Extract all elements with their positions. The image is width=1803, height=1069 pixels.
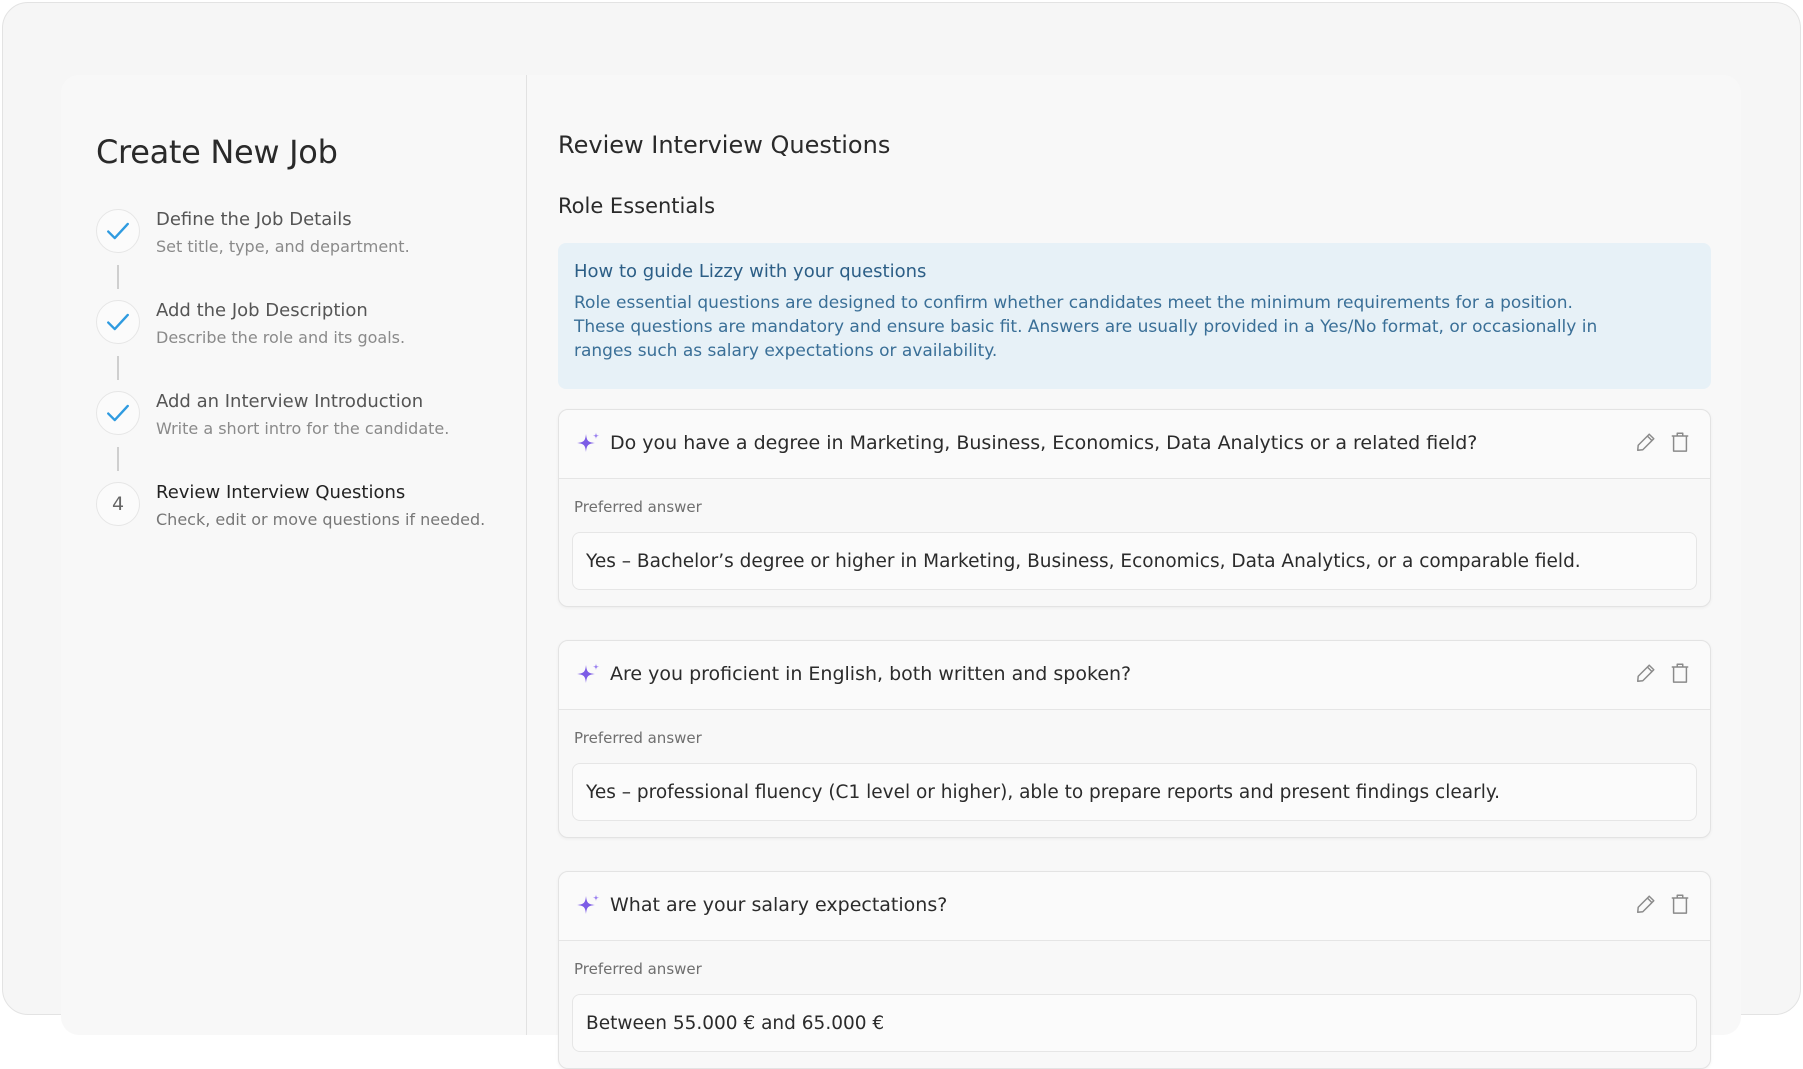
preferred-answer-field[interactable]: Yes – Bachelor’s degree or higher in Marketing, Business, Economics, Data Analytics, or a comparable field. [572,532,1697,590]
preferred-answer-field[interactable]: Yes – professional fluency (C1 level or higher), able to prepare reports and present findings clearly. [572,763,1697,821]
trash-icon [1669,892,1691,916]
delete-question-button[interactable] [1668,891,1692,917]
step-status [96,482,140,526]
edit-question-button[interactable] [1634,660,1658,686]
main-title: Review Interview Questions [558,131,891,159]
question-header [559,641,1710,710]
question-text: Are you proficient in English, both written and spoken? [610,663,1132,685]
step-status [96,391,140,435]
question-card [558,871,1711,1069]
step-connector [117,265,119,289]
question-text: Do you have a degree in Marketing, Business, Economics, Data Analytics or a related field? [610,432,1478,454]
step-title: Add the Job Description [156,300,368,321]
page-title: Create New Job [96,133,338,171]
question-actions [1634,891,1692,917]
preferred-answer-label: Preferred answer [574,498,702,516]
step-status [96,209,140,253]
step-status [96,300,140,344]
trash-icon [1669,430,1691,454]
question-card [558,409,1711,607]
preferred-answer-label: Preferred answer [574,960,702,978]
pencil-icon [1635,430,1657,454]
trash-icon [1669,661,1691,685]
edit-question-button[interactable] [1634,429,1658,455]
sparkle-icon [574,662,602,690]
question-actions [1634,429,1692,455]
check-icon [105,400,131,426]
check-icon [105,309,131,335]
app-window [2,2,1801,1034]
question-text: What are your salary expectations? [610,894,948,916]
step-title: Define the Job Details [156,209,352,230]
check-icon [105,218,131,244]
step-title: Review Interview Questions [156,482,406,503]
pencil-icon [1635,661,1657,685]
sparkle-icon [574,893,602,921]
step-subtitle: Check, edit or move questions if needed. [156,510,486,529]
preferred-answer-field[interactable]: Between 55.000 € and 65.000 € [572,994,1697,1052]
guide-info-box [558,243,1711,389]
pencil-icon [1635,892,1657,916]
step-subtitle: Describe the role and its goals. [156,328,406,347]
question-header [559,872,1710,941]
delete-question-button[interactable] [1668,429,1692,455]
question-header [559,410,1710,479]
step-connector [117,356,119,380]
sidebar [61,75,527,1035]
step-number: 4 [111,493,125,515]
preferred-answer-label: Preferred answer [574,729,702,747]
guide-title: How to guide Lizzy with your questions [574,261,927,282]
create-job-panel [61,75,1741,1035]
edit-question-button[interactable] [1634,891,1658,917]
sparkle-icon [574,431,602,459]
question-card [558,640,1711,838]
question-actions [1634,660,1692,686]
step-connector [117,447,119,471]
step-subtitle: Set title, type, and department. [156,237,410,256]
step-subtitle: Write a short intro for the candidate. [156,419,450,438]
delete-question-button[interactable] [1668,660,1692,686]
section-title: Role Essentials [558,194,716,218]
guide-text: Role essential questions are designed to confirm whether candidates meet the minimum requirements for a position. These questions are mandatory and ensure basic fit. Answers are usually provided in a Yes/No format, or occasionally in ranges such as salary expectations or availability. [574,293,1598,361]
main-content [558,75,1714,1035]
step-title: Add an Interview Introduction [156,391,424,412]
